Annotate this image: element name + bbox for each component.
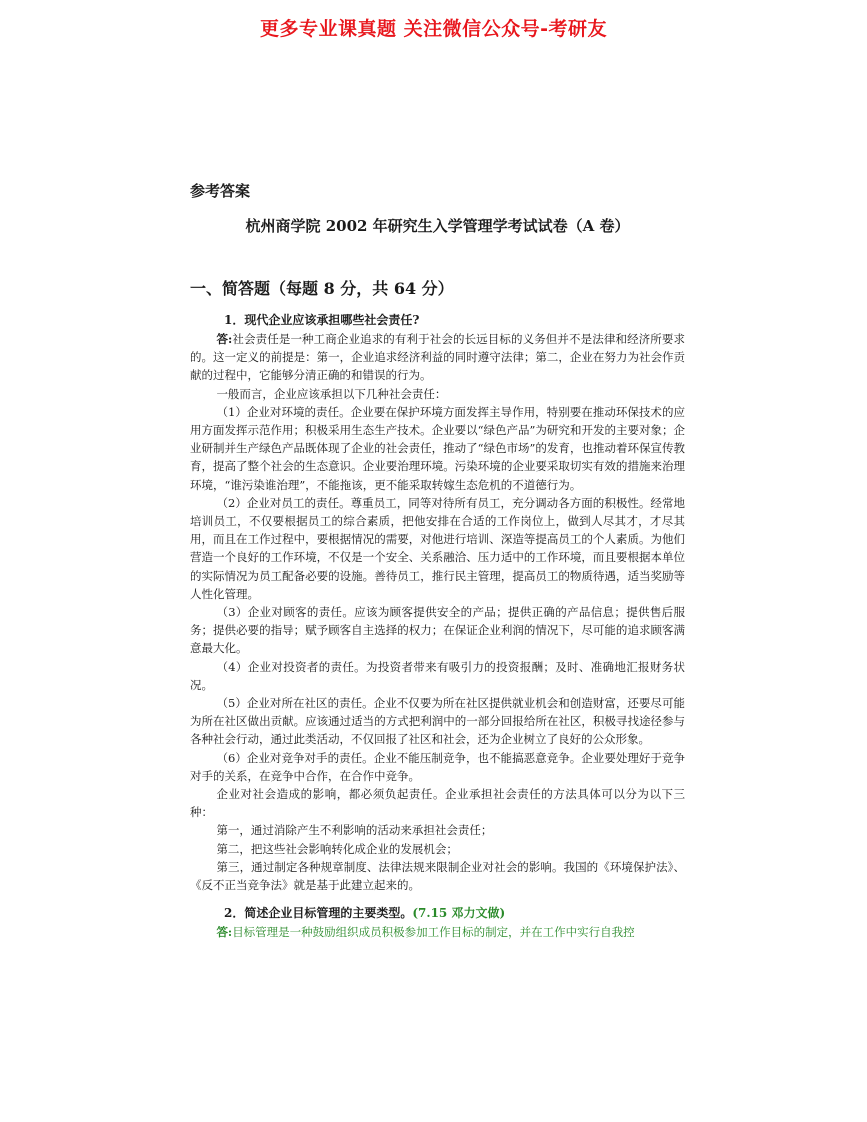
responsibility-item: （2）企业对员工的责任。尊重员工，同等对待所有员工，充分调动各方面的积极性。经常地培训员工，不仅要根据员工的综合素质，把他安排在合适的工作岗位上，做到人尽其才，才尽其用，而且在工作过程中，要根据情况的需要，对他进行培训、深造等提高员工的个人素质。为他们营造一个良好的工作环境，不仅是一个安全、关系融洽、压力适中的工作环境，而且要根据本单位的实际情况为员工配备必要的设施。善待员工，推行民主管理，提高员工的物质待遇，适当奖励等人性化管理。: [190, 495, 685, 601]
answer-intro-text: 社会责任是一种工商企业追求的有利于社会的长远目标的义务但并不是法律和经济所要求的。这一定义的前提是：第一，企业追求经济利益的同时遵守法律；第二，企业在努力为社会作贡献的过程中，它能够分清正确的和错误的行为。: [190, 332, 685, 383]
question-2-title: [190, 904, 685, 921]
responsibility-item: （6）企业对竞争对手的责任。企业不能压制竞争，也不能搞恶意竞争。企业要处理好于竞争对手的关系，在竞争中合作，在合作中竞争。: [190, 750, 685, 783]
document-body: [190, 180, 685, 942]
method-item: 第二，把这些社会影响转化成企业的发展机会；: [216, 841, 458, 856]
responsibility-item: （1）企业对环境的责任。企业要在保护环境方面发挥主导作用，特别要在推动环保技术的应用方面发挥示范作用；积极采用生态生产技术。企业要以“绿色产品”为研究和开发的主要对象；企业研制并生产绿色产品既体现了企业的社会责任，推动了“绿色市场”的发育，也推动着环保宣传教育，提高了整个社会的生态意识。企业要治理环境。污染环境的企业要采取切实有效的措施来治理环境，“谁污染谁治理”，不能拖该，更不能采取转嫁生态危机的不道德行为。: [190, 404, 685, 492]
exam-title: 杭州商学院 2002 年研究生入学管理学考试试卷（A 卷）: [245, 217, 630, 235]
section-heading: 一、简答题（每题 8 分，共 64 分）: [190, 279, 454, 298]
banner: 更多专业课真题 关注微信公众号-考研友: [259, 18, 607, 40]
question-1-title: 1．现代企业应该承担哪些社会责任?: [224, 313, 420, 327]
method-item: 第三，通过制定各种规章制度、法律法规来限制企业对社会的影响。我国的《环境保护法》、《反不正当竞争法》就是基于此建立起来的。: [190, 859, 685, 893]
reference-answer-label: 参考答案: [190, 182, 251, 200]
question-2-answer-text: 目标管理是一种鼓励组织成员积极参加工作目标的制定，并在工作中实行自我控: [232, 925, 635, 940]
responsibility-item: （5）企业对所在社区的责任。企业不仅要为所在社区提供就业机会和创造财富，还要尽可能为所在社区做出贡献。应该通过适当的方式把利润中的一部分回报给所在社区，积极寻找途径参与各种社会行动，通过此类活动，不仅回报了社区和社会，还为企业树立了良好的公众形象。: [190, 696, 685, 747]
closing-statement: 企业对社会造成的影响，都必须负起责任。企业承担社会责任的方法具体可以分为以下三种：: [190, 787, 685, 820]
question-2-source: (7.15 邓力文做): [412, 906, 506, 921]
question-2-answer: [190, 923, 685, 941]
answer-label: 答:: [216, 925, 233, 940]
general-statement: 一般而言，企业应该承担以下几种社会责任：: [216, 386, 447, 401]
responsibility-item: （3）企业对顾客的责任。应该为顾客提供安全的产品；提供正确的产品信息；提供售后服务；提供必要的指导；赋予顾客自主选择的权力；在保证企业利润的情况下，尽可能的追求顾客满意最大化。: [190, 605, 685, 656]
responsibility-item: （4）企业对投资者的责任。为投资者带来有吸引力的投资报酬；及时、准确地汇报财务状况。: [190, 659, 685, 692]
question-1-answer-intro: [190, 330, 685, 385]
question-2-title-text: 2．简述企业目标管理的主要类型。: [224, 906, 413, 921]
answer-label: 答:: [216, 332, 233, 346]
method-item: 第一，通过消除产生不利影响的活动来承担社会责任；: [216, 823, 493, 838]
